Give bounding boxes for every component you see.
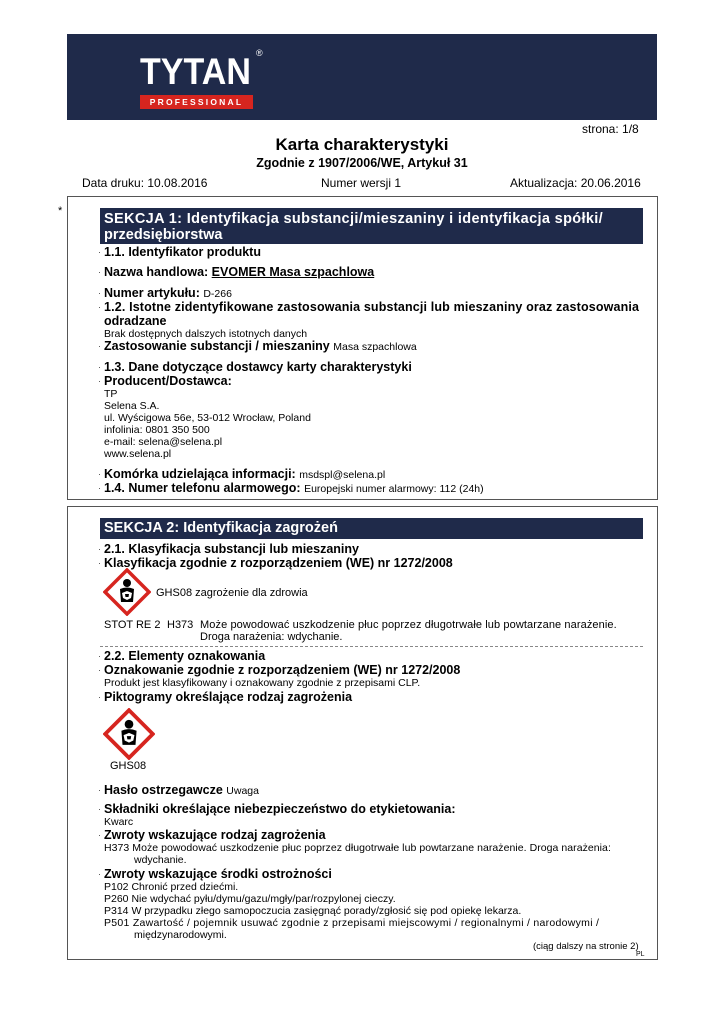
use-label: Zastosowanie substancji / mieszaniny: [104, 339, 330, 353]
article-label: Numer artykułu:: [104, 286, 200, 300]
info-value: msdspl@selena.pl: [299, 469, 386, 481]
bullet: ·: [98, 804, 101, 814]
article-value: D-266: [203, 288, 232, 300]
page-number: strona: 1/8: [582, 122, 639, 136]
version-number: Numer wersji 1: [321, 176, 402, 190]
bullet: ·: [98, 869, 101, 879]
bullet: ·: [98, 376, 101, 386]
bullet: ·: [98, 341, 101, 351]
section2-header: [100, 518, 643, 539]
trade-name-label: Nazwa handlowa:: [104, 265, 209, 279]
s12-note: Brak dostępnych dalszych istotnych danych: [104, 328, 308, 340]
info-label: Komórka udzielająca informacji:: [104, 467, 296, 481]
bullet: ·: [98, 785, 101, 795]
bullet: ·: [98, 362, 101, 372]
hazard-statement-line1: H373 Może powodować uszkodzenie płuc poprzez długotrwałe lub powtarzane narażenie. Droga narażenia:: [104, 842, 611, 854]
stot-text-line1: Może powodować uszkodzenie płuc poprzez długotrwałe lub powtarzane narażenie.: [200, 619, 617, 631]
bullet: ·: [98, 483, 101, 493]
components-value: Kwarc: [104, 816, 134, 828]
classification-label: Klasyfikacja zgodnie z rozporządzeniem (WE) nr 1272/2008: [104, 556, 453, 570]
bullet: ·: [98, 469, 101, 479]
logo-wordmark: TYTAN: [140, 51, 251, 92]
s12-heading-line2: odradzane: [104, 314, 167, 328]
bullet: ·: [98, 692, 101, 702]
section1-header: [100, 208, 643, 244]
emergency-value: Europejski numer alarmowy: 112 (24h): [304, 483, 484, 495]
precaution-item: P102 Chronić przed dziećmi.: [104, 881, 239, 893]
doc-title: Karta charakterystyki: [275, 135, 449, 154]
info-row: [104, 467, 385, 481]
supplier-line: Selena S.A.: [104, 400, 160, 412]
update-date: Aktualizacja: 20.06.2016: [510, 176, 641, 190]
s13-heading: 1.3. Dane dotyczące dostawcy karty charakterystyki: [104, 360, 412, 374]
s12-heading-line1: 1.2. Istotne zidentyfikowane zastosowania substancji lub mieszaniny oraz zastosowania: [104, 300, 640, 314]
logo-tagline: PROFESSIONAL: [140, 95, 253, 109]
trade-name-value: EVOMER Masa szpachlowa: [211, 265, 375, 279]
section1-title-line1: SEKCJA 1: Identyfikacja substancji/mieszaniny i identyfikacja spółki/: [104, 211, 604, 227]
precaution-item: P260 Nie wdychać pyłu/dymu/gazu/mgły/par/rozpylonej cieczy.: [104, 893, 396, 905]
hazard-statement-line2: wdychanie.: [134, 854, 187, 866]
use-row: [104, 339, 417, 353]
emergency-label: 1.4. Numer telefonu alarmowego:: [104, 481, 301, 495]
bullet: ·: [98, 665, 101, 675]
labelling-note: Produkt jest klasyfikowany i oznakowany zgodnie z przepisami CLP.: [104, 677, 421, 689]
bullet: ·: [98, 302, 101, 312]
supplier-line: ul. Wyścigowa 56e, 53-012 Wrocław, Poland: [104, 412, 311, 424]
s22-heading: 2.2. Elementy oznakowania: [104, 649, 266, 663]
supplier-line: TP: [104, 388, 118, 400]
tytan-logo: [140, 50, 253, 109]
supplier-line: www.selena.pl: [104, 448, 172, 460]
continued-note: (ciąg dalszy na stronie 2): [533, 941, 639, 952]
precaution-item: P314 W przypadku złego samopoczucia zasięgnąć porady/zgłosić się pod opiekę lekarza.: [104, 905, 522, 917]
section2-title: SEKCJA 2: Identyfikacja zagrożeń: [104, 520, 338, 536]
bullet: ·: [98, 247, 101, 257]
s11-heading: 1.1. Identyfikator produktu: [104, 245, 261, 259]
doc-subtitle: Zgodnie z 1907/2006/WE, Artykuł 31: [256, 156, 468, 170]
emergency-row: [104, 481, 484, 495]
change-marker: *: [58, 205, 63, 217]
supplier-line: e-mail: selena@selena.pl: [104, 436, 223, 448]
ghs08-health-hazard-icon: [103, 708, 155, 760]
bullet: ·: [98, 558, 101, 568]
pictogram-code: GHS08: [110, 760, 147, 772]
s21-heading: 2.1. Klasyfikacja substancji lub mieszaniny: [104, 542, 359, 556]
precaution-continuation: międzynarodowymi.: [134, 929, 227, 941]
hazard-statements-label: Zwroty wskazujące rodzaj zagrożenia: [104, 828, 326, 842]
stot-code: STOT RE 2: [104, 619, 161, 631]
print-date: Data druku: 10.08.2016: [82, 176, 208, 190]
stot-h-code: H373: [167, 619, 194, 631]
supplier-label: Producent/Dostawca:: [104, 374, 232, 388]
signal-label: Hasło ostrzegawcze: [104, 783, 223, 797]
language-code: PL: [636, 951, 645, 958]
supplier-line: infolinia: 0801 350 500: [104, 424, 210, 436]
components-label: Składniki określające niebezpieczeństwo do etykietowania:: [104, 802, 456, 816]
stot-text-line2: Droga narażenia: wdychanie.: [200, 631, 343, 643]
bullet: ·: [98, 651, 101, 661]
ghs08-health-hazard-icon: [103, 568, 151, 616]
bullet: ·: [98, 288, 101, 298]
divider: [100, 646, 643, 647]
section1-title-line2: przedsiębiorstwa: [104, 227, 223, 243]
precaution-item: P501 Zawartość / pojemnik usuwać zgodnie z przepisami miejscowymi / regionalnymi / narodowymi /: [104, 917, 600, 929]
ghs-caption: GHS08 zagrożenie dla zdrowia: [156, 587, 308, 599]
registered-mark: ®: [256, 48, 263, 58]
bullet: ·: [98, 544, 101, 554]
labelling-reg: Oznakowanie zgodnie z rozporządzeniem (WE) nr 1272/2008: [104, 663, 461, 677]
article-row: [104, 286, 232, 300]
signal-value: Uwaga: [226, 785, 259, 797]
pictogram-label: Piktogramy określające rodzaj zagrożenia: [104, 690, 353, 704]
signal-row: [104, 783, 259, 797]
use-value: Masa szpachlowa: [333, 341, 417, 353]
bullet: ·: [98, 830, 101, 840]
bullet: ·: [98, 267, 101, 277]
trade-name-row: [104, 265, 374, 279]
precaution-label: Zwroty wskazujące środki ostrożności: [104, 867, 332, 881]
